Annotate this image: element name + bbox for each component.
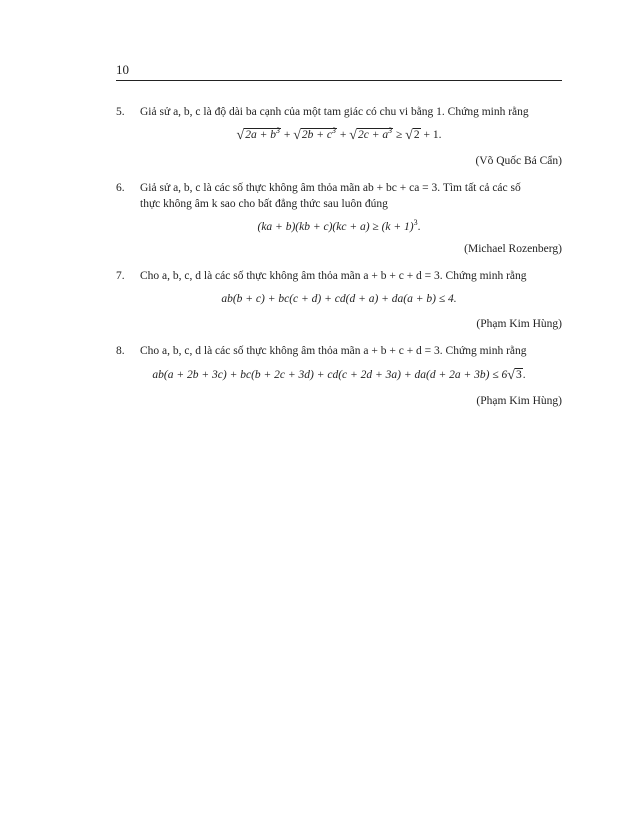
formula-6: $(ka + b)(kb + c)(kc + a) \ge (k + 1)^3$. bbox=[257, 218, 421, 233]
page-header bbox=[116, 62, 562, 81]
sqrt-term-2: $√2b + c^3$ bbox=[293, 126, 337, 143]
problem-7 bbox=[116, 268, 562, 284]
formula-8: ab(a + 2b + 3c) + bc(b + 2c + 3d) + cd(c + 2d + 3a) + da(d + 2a + 3b) ≤ 6√3. bbox=[152, 368, 526, 383]
problem-statement-cont: thực không âm k sao cho bất đẳng thức sau luôn đúng bbox=[140, 198, 388, 210]
sqrt-three: √3 bbox=[507, 368, 522, 383]
problem-number: 7. bbox=[116, 270, 125, 282]
sqrt-term-3: $√2c + a^3$ bbox=[349, 126, 393, 143]
attribution-6: (Michael Rozenberg) bbox=[464, 243, 562, 255]
problem-number: 6. bbox=[116, 182, 125, 194]
problem-6 bbox=[116, 180, 562, 212]
problem-number: 8. bbox=[116, 345, 125, 357]
attribution-7: (Phạm Kim Hùng) bbox=[476, 318, 562, 330]
problem-5 bbox=[116, 104, 562, 120]
attribution-8: (Phạm Kim Hùng) bbox=[476, 395, 562, 407]
problem-number: 5. bbox=[116, 106, 125, 118]
problem-statement: Cho a, b, c, d là các số thực không âm thỏa mãn a + b + c + d = 3. Chứng minh rằng bbox=[140, 345, 527, 357]
attribution-5: (Võ Quốc Bá Cẩn) bbox=[475, 155, 562, 167]
page-number: 10 bbox=[116, 62, 129, 77]
sqrt-rhs: √2 bbox=[405, 127, 420, 143]
problem-8 bbox=[116, 343, 562, 359]
problem-statement: Giả sử a, b, c là các số thực không âm thỏa mãn ab + bc + ca = 3. Tìm tất cả các số bbox=[140, 182, 521, 194]
formula-7: ab(b + c) + bc(c + d) + cd(d + a) + da(a + b) ≤ 4. bbox=[221, 293, 457, 305]
sqrt-term-1: $√2a + b^3$ bbox=[236, 126, 280, 143]
problem-statement: Giả sử a, b, c là độ dài ba cạnh của một tam giác có chu vi bằng 1. Chứng minh rằng bbox=[140, 106, 529, 118]
problem-statement: Cho a, b, c, d là các số thực không âm thỏa mãn a + b + c + d = 3. Chứng minh rằng bbox=[140, 270, 527, 282]
formula-5: $√2a + b^3 + √2b + c^3 + √2c + a^3 \ge √2 + 1$. bbox=[236, 126, 442, 143]
